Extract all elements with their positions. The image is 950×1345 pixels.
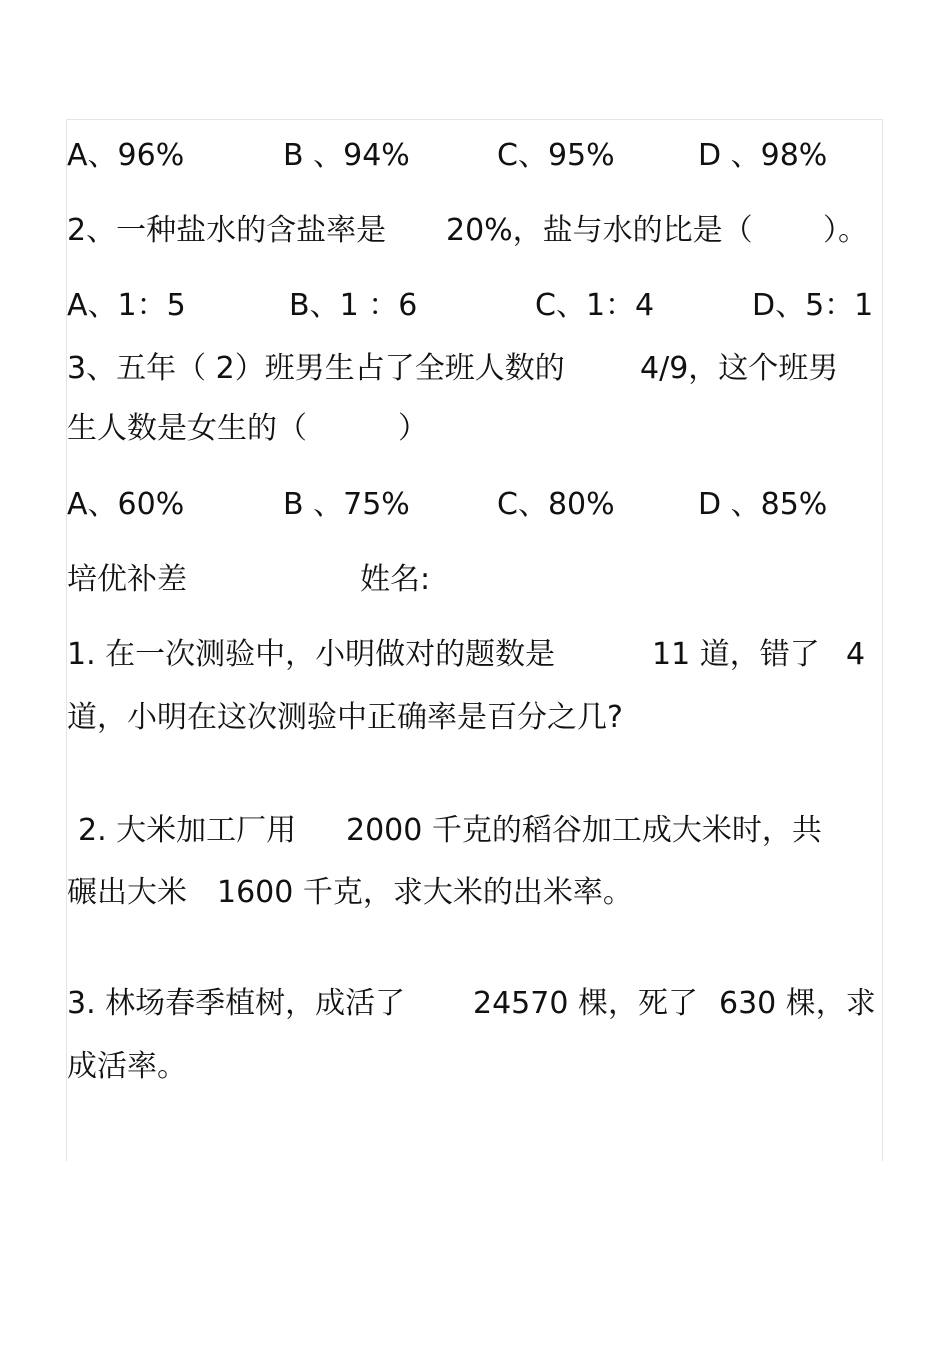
- q3-option-d: D 、85%: [698, 487, 828, 522]
- q2-stem-start: 2、一种盐水的含盐率是: [67, 213, 387, 248]
- q3-option-b: B 、75%: [283, 487, 410, 522]
- q2-option-c: C、1：4: [535, 288, 655, 323]
- q1-option-b: B 、94%: [283, 138, 410, 173]
- q2-stem-end: ）。: [823, 213, 868, 248]
- section-title: 培优补差: [67, 562, 187, 597]
- q2-stem-middle: 20%，盐与水的比是（: [446, 213, 753, 248]
- q2-option-a: A、1：5: [67, 288, 186, 323]
- problem-2-line1-end: 2000 千克的稻谷加工成大米时，共: [346, 813, 822, 848]
- q1-option-c: C、95%: [497, 138, 615, 173]
- q3-option-c: C、80%: [497, 487, 615, 522]
- problem-3-line1-end: 630 棵，求: [719, 986, 876, 1021]
- q3-option-a: A、60%: [67, 487, 185, 522]
- q1-option-a: A、96%: [67, 138, 185, 173]
- q3-stem-line1-start: 3、五年（ 2）班男生占了全班人数的: [67, 351, 565, 386]
- problem-1-line1-start: 1. 在一次测验中，小明做对的题数是: [67, 637, 556, 672]
- problem-2-line1-start: 2. 大米加工厂用: [78, 813, 297, 848]
- problem-2-line2-start: 碾出大米: [67, 875, 187, 910]
- problem-1-line1-end: 4: [846, 637, 866, 672]
- q1-option-d: D 、98%: [698, 138, 828, 173]
- problem-3-line2: 成活率。: [67, 1049, 187, 1084]
- q2-option-b: B、1 ：6: [289, 288, 418, 323]
- q3-stem-line2-paren: ）: [398, 411, 428, 446]
- problem-1-line2: 道，小明在这次测验中正确率是百分之几?: [67, 700, 623, 735]
- problem-3-line1-start: 3. 林场春季植树，成活了: [67, 986, 406, 1021]
- problem-3-line1-middle: 24570 棵，死了: [473, 986, 698, 1021]
- name-label: 姓名:: [360, 562, 431, 597]
- q3-stem-line2: 生人数是女生的（: [67, 411, 307, 446]
- q3-stem-line1-end: 4/9，这个班男: [640, 351, 839, 386]
- problem-1-line1-middle: 11 道，错了: [652, 637, 820, 672]
- problem-2-line2-end: 1600 千克，求大米的出米率。: [217, 875, 633, 910]
- q2-option-d: D、5：1: [752, 288, 874, 323]
